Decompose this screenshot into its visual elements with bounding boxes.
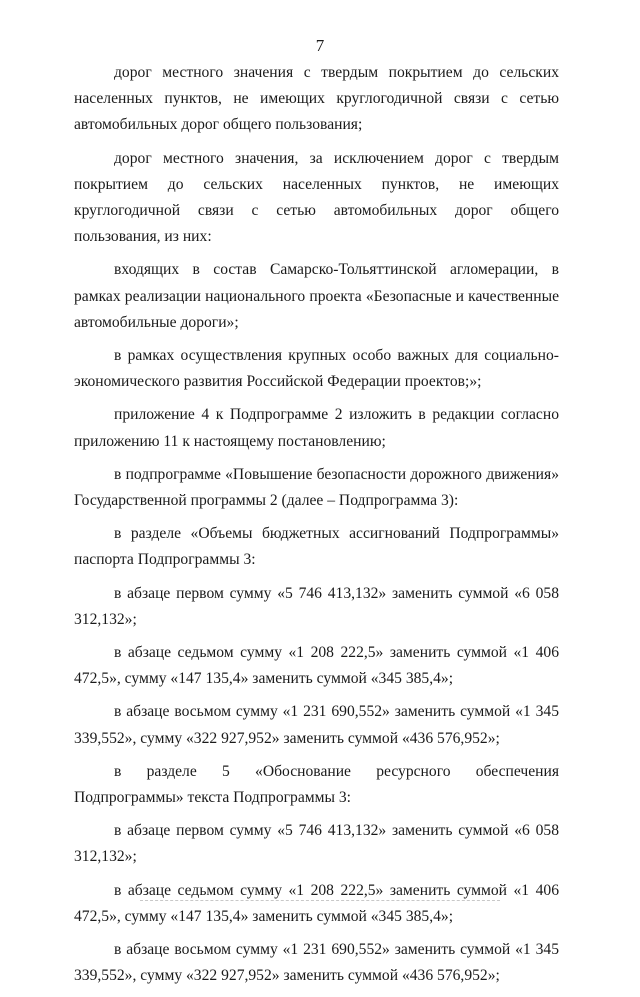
paragraph-13: в абзаце седьмом сумму «1 208 222,5» заменить суммой «1 406 472,5», сумму «147 135,4» заменить суммой «345 385,4»; [74,881,559,925]
paragraph-3: входящих в состав Самарско-Тольяттинской агломерации, в рамках реализации национального проекта «Безопасные и качественные автомобильные дороги»; [74,261,559,331]
paragraph-11: в разделе 5 «Обоснование ресурсного обеспечения Подпрограммы» текста Подпрограммы 3: [74,762,559,807]
paragraph-4: в рамках осуществления крупных особо важных для социально-экономического развития Российской Федерации проектов;»; [74,347,559,391]
paragraph-5: приложение 4 к Подпрограмме 2 изложить в редакции согласно приложению 11 к настоящему постановлению; [74,406,559,450]
paragraph-14: в абзаце восьмом сумму «1 231 690,552» заменить суммой «1 345 339,552», сумму «322 927,952» заменить суммой «436 576,952»; [74,941,559,985]
paragraph-8: в абзаце первом сумму «5 746 413,132» заменить суммой «6 058 312,132»; [74,584,559,628]
paragraph-2: дорог местного значения, за исключением дорог с твердым покрытием до сельских населенных пунктов, не имеющих круглогодичной связи с сетью автомобильных дорог общего пользования, из них: [74,149,559,246]
paragraph-10: в абзаце восьмом сумму «1 231 690,552» заменить суммой «1 345 339,552», сумму «322 927,952» заменить суммой «436 576,952»; [74,703,559,747]
paragraph-9: в абзаце седьмом сумму «1 208 222,5» заменить суммой «1 406 472,5», сумму «147 135,4» заменить суммой «345 385,4»; [74,644,559,688]
scan-edge-mark [140,900,500,905]
paragraph-6: в подпрограмме «Повышение безопасности дорожного движения» Государственной программы 2 (далее – Подпрограмма 3): [74,465,559,510]
paragraph-1: дорог местного значения с твердым покрытием до сельских населенных пунктов, не имеющих круглогодичной связи с сетью автомобильных дорог общего пользования; [74,64,559,134]
paragraph-12: в абзаце первом сумму «5 746 413,132» заменить суммой «6 058 312,132»; [74,822,559,866]
paragraph-7: в разделе «Объемы бюджетных ассигнований Подпрограммы» паспорта Подпрограммы 3: [74,525,559,569]
document-body [74,60,559,997]
page-number: 7 [315,36,325,55]
